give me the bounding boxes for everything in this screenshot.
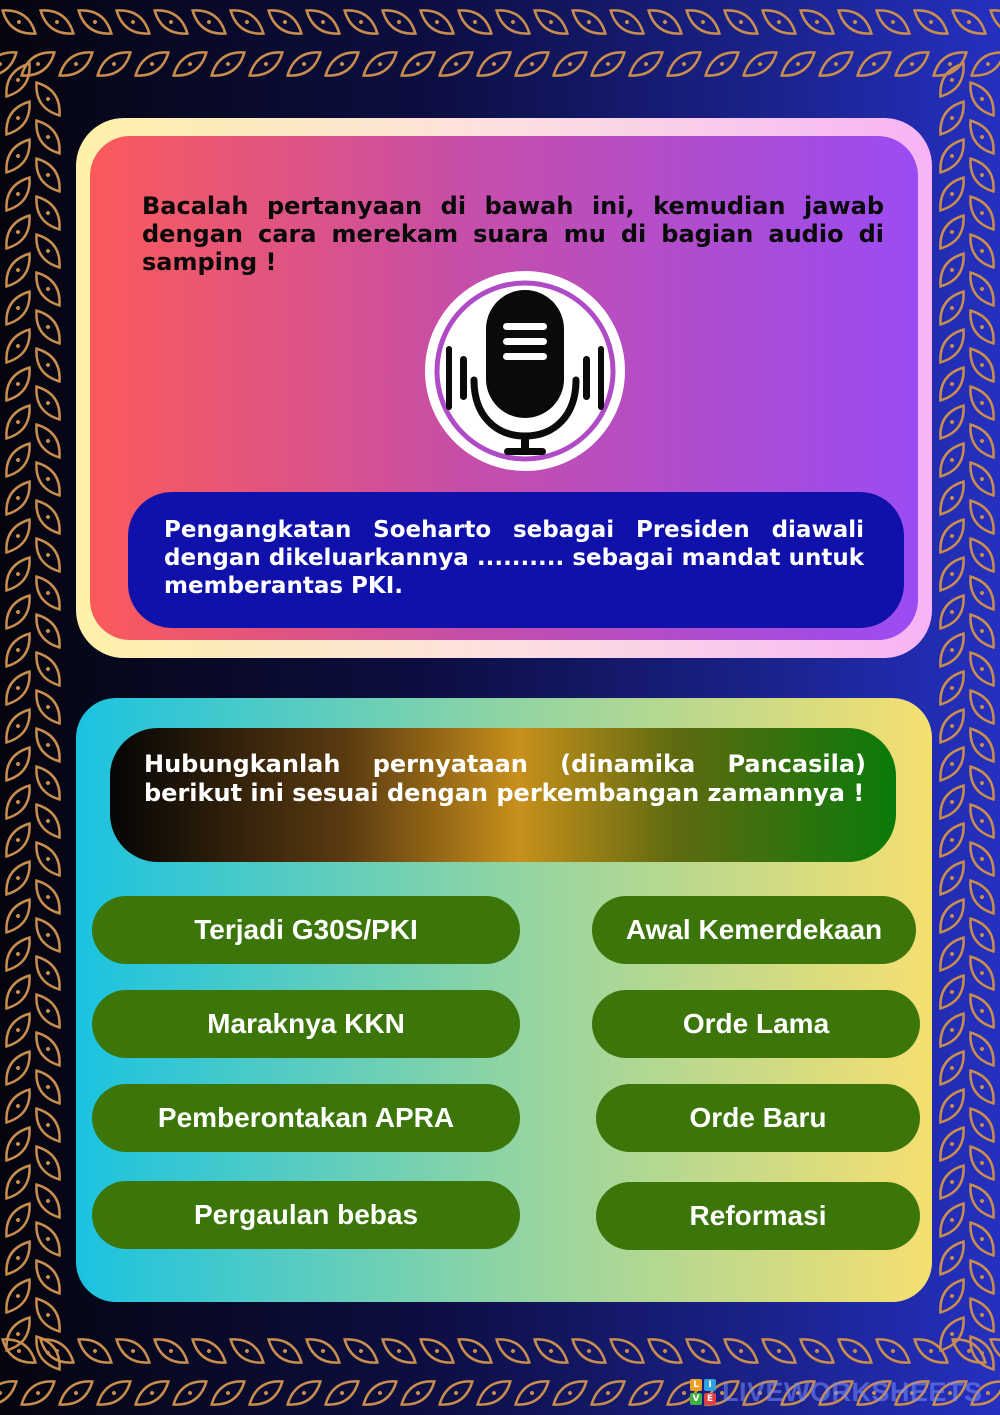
matching-card	[76, 698, 932, 1302]
question-text: Pengangkatan Soeharto sebagai Presiden diawali dengan dikeluarkannya .......... sebagai mandat untuk memberantas PKI.	[164, 517, 864, 599]
era-item[interactable]: Orde Baru	[596, 1084, 920, 1152]
statement-item[interactable]: Maraknya KKN	[92, 990, 520, 1058]
logo-letter: V	[690, 1393, 702, 1405]
recording-card	[76, 118, 932, 658]
logo-blocks	[690, 1379, 716, 1405]
logo-text: LIVEWORKSHEETS	[722, 1376, 983, 1407]
era-item[interactable]: Awal Kemerdekaan	[592, 896, 916, 964]
logo-letter: L	[690, 1379, 702, 1391]
statement-item[interactable]: Pergaulan bebas	[92, 1181, 520, 1249]
liveworksheets-logo	[690, 1376, 983, 1408]
statement-item[interactable]: Pemberontakan APRA	[92, 1084, 520, 1152]
matching-instruction: Hubungkanlah pernyataan (dinamika Pancasila) berikut ini sesuai dengan perkembangan zamannya !	[144, 750, 866, 807]
era-item[interactable]: Reformasi	[596, 1182, 920, 1250]
logo-letter: E	[704, 1393, 716, 1405]
recording-card-inner	[90, 136, 918, 640]
matching-header	[110, 728, 896, 862]
microphone-icon[interactable]	[424, 270, 626, 472]
statement-item[interactable]: Terjadi G30S/PKI	[92, 896, 520, 964]
logo-letter: I	[704, 1379, 716, 1391]
question-box	[128, 492, 904, 628]
instruction-text: Bacalah pertanyaan di bawah ini, kemudian jawab dengan cara merekam suara mu di bagian audio di samping !	[142, 192, 884, 276]
era-item[interactable]: Orde Lama	[592, 990, 920, 1058]
